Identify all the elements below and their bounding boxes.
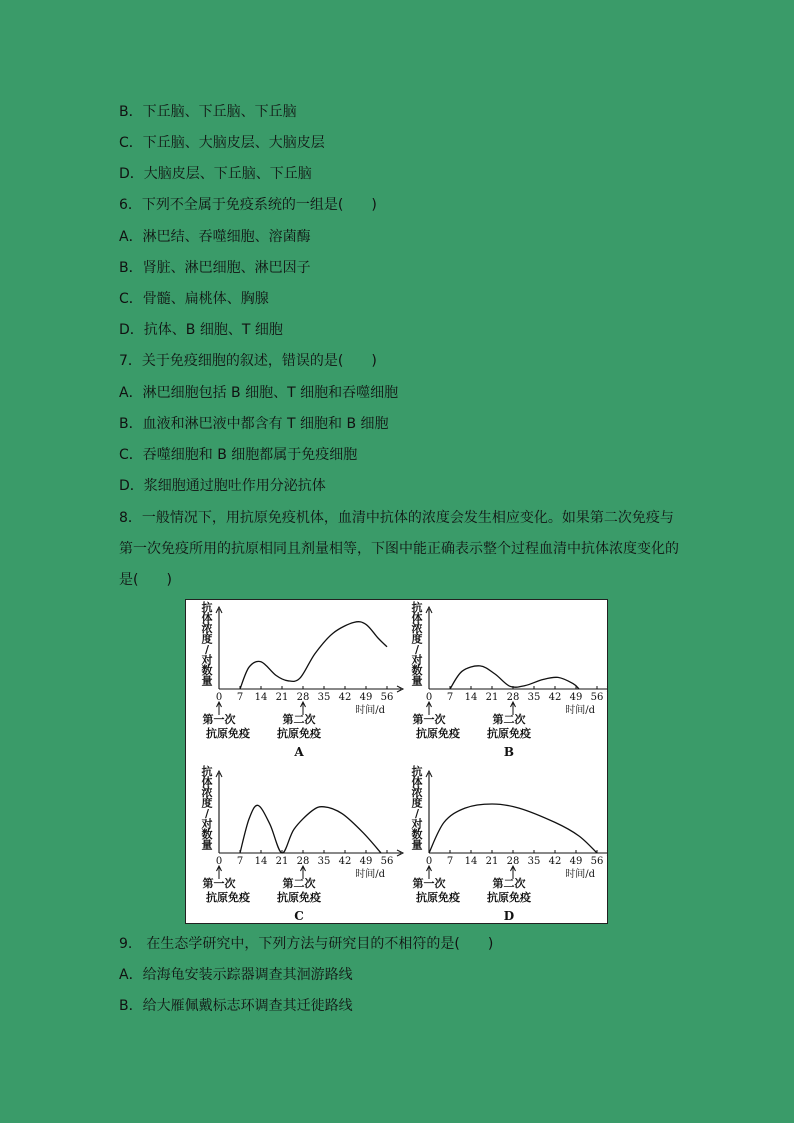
y-axis-label-char: 数 (411, 664, 423, 677)
x-tick-label: 56 (380, 856, 394, 867)
option-b: B．给大雁佩戴标志环调查其迁徙路线 (119, 998, 353, 1014)
antibody-curve-B (450, 666, 579, 689)
question-7: 7．关于免疫细胞的叙述，错误的是( ) (119, 353, 377, 369)
question-8-cont: 是( ) (119, 572, 172, 588)
question-8: 8．一般情况下，用抗原免疫机体，血清中抗体的浓度会发生相应变化。如果第二次免疫与 (119, 510, 674, 526)
y-axis-label-char: 度 (411, 796, 423, 810)
x-tick-label: 21 (275, 692, 289, 703)
second-immunization-label: 抗原免疫 (277, 727, 321, 740)
panel-label: B (503, 745, 515, 759)
first-immunization-label: 第一次 (412, 713, 446, 726)
x-axis-label: 时间/d (355, 869, 385, 880)
x-tick-label: 56 (590, 856, 604, 867)
y-axis-label-char: 体 (201, 611, 213, 625)
antibody-curve-A (240, 622, 387, 689)
option-a: A．淋巴细胞包括 B 细胞、T 细胞和吞噬细胞 (119, 385, 399, 401)
y-axis-label-char: 数 (201, 664, 213, 677)
y-axis-label-char: / (414, 807, 420, 820)
first-immunization-label: 第一次 (202, 713, 236, 726)
x-tick-label: 28 (506, 692, 520, 703)
y-axis-label-char: / (204, 643, 210, 656)
x-tick-label: 0 (425, 692, 433, 703)
x-tick-label: 7 (236, 692, 244, 703)
x-tick-label: 14 (464, 692, 478, 703)
x-tick-label: 49 (569, 856, 583, 867)
y-axis-label-char: 体 (411, 775, 423, 789)
antibody-graphs-svg (186, 600, 607, 923)
x-tick-label: 21 (275, 856, 289, 867)
y-axis-label-char: 量 (201, 838, 213, 852)
x-tick-label: 14 (254, 692, 268, 703)
y-axis-label-char: 数 (411, 828, 423, 841)
option-b: B．肾脏、淋巴细胞、淋巴因子 (119, 260, 311, 276)
text-line: C．下丘脑、大脑皮层、大脑皮层 (119, 135, 325, 151)
antibody-curve-C (240, 805, 381, 853)
x-tick-label: 7 (236, 856, 244, 867)
second-immunization-label: 第二次 (282, 713, 316, 726)
second-immunization-label: 抗原免疫 (487, 891, 531, 904)
second-immunization-label: 抗原免疫 (487, 727, 531, 740)
y-axis-label-char: / (204, 807, 210, 820)
panel-label: A (294, 745, 304, 759)
x-tick-label: 49 (569, 692, 583, 703)
second-immunization-label: 第二次 (492, 713, 526, 726)
first-immunization-label: 第一次 (412, 877, 446, 890)
second-immunization-label: 第二次 (282, 877, 316, 890)
y-axis-label-char: 量 (411, 838, 423, 852)
x-tick-label: 28 (506, 856, 520, 867)
y-axis-label-char: 浓 (411, 622, 423, 635)
first-immunization-label: 第一次 (202, 877, 236, 890)
y-axis-label-char: 量 (411, 674, 423, 688)
x-tick-label: 21 (485, 856, 499, 867)
second-immunization-label: 抗原免疫 (277, 891, 321, 904)
y-axis-label-char: 对 (411, 817, 423, 831)
y-axis-label-char: 对 (201, 817, 213, 831)
x-tick-label: 35 (317, 856, 331, 867)
y-axis-label-char: 浓 (411, 786, 423, 799)
x-tick-label: 28 (296, 856, 310, 867)
x-tick-label: 0 (425, 856, 433, 867)
x-tick-label: 7 (446, 856, 454, 867)
x-tick-label: 21 (485, 692, 499, 703)
option-d: D．浆细胞通过胞吐作用分泌抗体 (119, 478, 326, 494)
first-immunization-label: 抗原免疫 (416, 891, 460, 904)
option-d: D．抗体、B 细胞、T 细胞 (119, 322, 283, 338)
x-tick-label: 42 (338, 692, 352, 703)
y-axis-label-char: 浓 (201, 786, 213, 799)
y-axis-label-char: 度 (201, 632, 213, 646)
y-axis-label-char: 抗 (201, 765, 213, 778)
x-tick-label: 7 (446, 692, 454, 703)
y-axis-label-char: 体 (411, 611, 423, 625)
x-axis-label: 时间/d (565, 705, 595, 716)
x-tick-label: 14 (254, 856, 268, 867)
x-tick-label: 56 (380, 692, 394, 703)
x-axis-label: 时间/d (565, 869, 595, 880)
x-tick-label: 42 (548, 692, 562, 703)
x-tick-label: 14 (464, 856, 478, 867)
antibody-graphs-figure (185, 599, 608, 924)
y-axis-label-char: 度 (201, 796, 213, 810)
x-tick-label: 28 (296, 692, 310, 703)
x-tick-label: 49 (359, 856, 373, 867)
y-axis-label-char: 度 (411, 632, 423, 646)
question-9: 9. 在生态学研究中，下列方法与研究目的不相符的是( ) (119, 936, 494, 952)
x-axis-label: 时间/d (355, 705, 385, 716)
first-immunization-label: 抗原免疫 (206, 891, 250, 904)
x-tick-label: 35 (317, 692, 331, 703)
y-axis-label-char: 浓 (201, 622, 213, 635)
option-a: A．给海龟安装示踪器调查其洄游路线 (119, 967, 353, 983)
second-immunization-label: 第二次 (492, 877, 526, 890)
y-axis-label-char: 对 (201, 653, 213, 667)
text-line: B．下丘脑、下丘脑、下丘脑 (119, 104, 297, 120)
y-axis-label-char: / (414, 643, 420, 656)
question-6: 6．下列不全属于免疫系统的一组是( ) (119, 197, 377, 213)
x-tick-label: 42 (338, 856, 352, 867)
antibody-curve-D (429, 804, 597, 853)
panel-label: D (503, 909, 515, 923)
text-line: D．大脑皮层、下丘脑、下丘脑 (119, 166, 312, 182)
x-tick-label: 35 (527, 856, 541, 867)
y-axis-label-char: 体 (201, 775, 213, 789)
x-tick-label: 56 (590, 692, 604, 703)
option-c: C．吞噬细胞和 B 细胞都属于免疫细胞 (119, 447, 358, 463)
panel-label: C (294, 909, 304, 923)
first-immunization-label: 抗原免疫 (416, 727, 460, 740)
x-tick-label: 0 (215, 692, 223, 703)
option-c: C．骨髓、扁桃体、胸腺 (119, 291, 269, 307)
x-tick-label: 49 (359, 692, 373, 703)
x-tick-label: 0 (215, 856, 223, 867)
y-axis-label-char: 抗 (411, 601, 423, 614)
y-axis-label-char: 量 (201, 674, 213, 688)
x-tick-label: 42 (548, 856, 562, 867)
option-a: A．淋巴结、吞噬细胞、溶菌酶 (119, 229, 311, 245)
option-b: B．血液和淋巴液中都含有 T 细胞和 B 细胞 (119, 416, 389, 432)
y-axis-label-char: 抗 (201, 601, 213, 614)
x-tick-label: 35 (527, 692, 541, 703)
question-8-cont: 第一次免疫所用的抗原相同且剂量相等，下图中能正确表示整个过程血清中抗体浓度变化的 (119, 541, 679, 557)
first-immunization-label: 抗原免疫 (206, 727, 250, 740)
y-axis-label-char: 数 (201, 828, 213, 841)
y-axis-label-char: 抗 (411, 765, 423, 778)
y-axis-label-char: 对 (411, 653, 423, 667)
